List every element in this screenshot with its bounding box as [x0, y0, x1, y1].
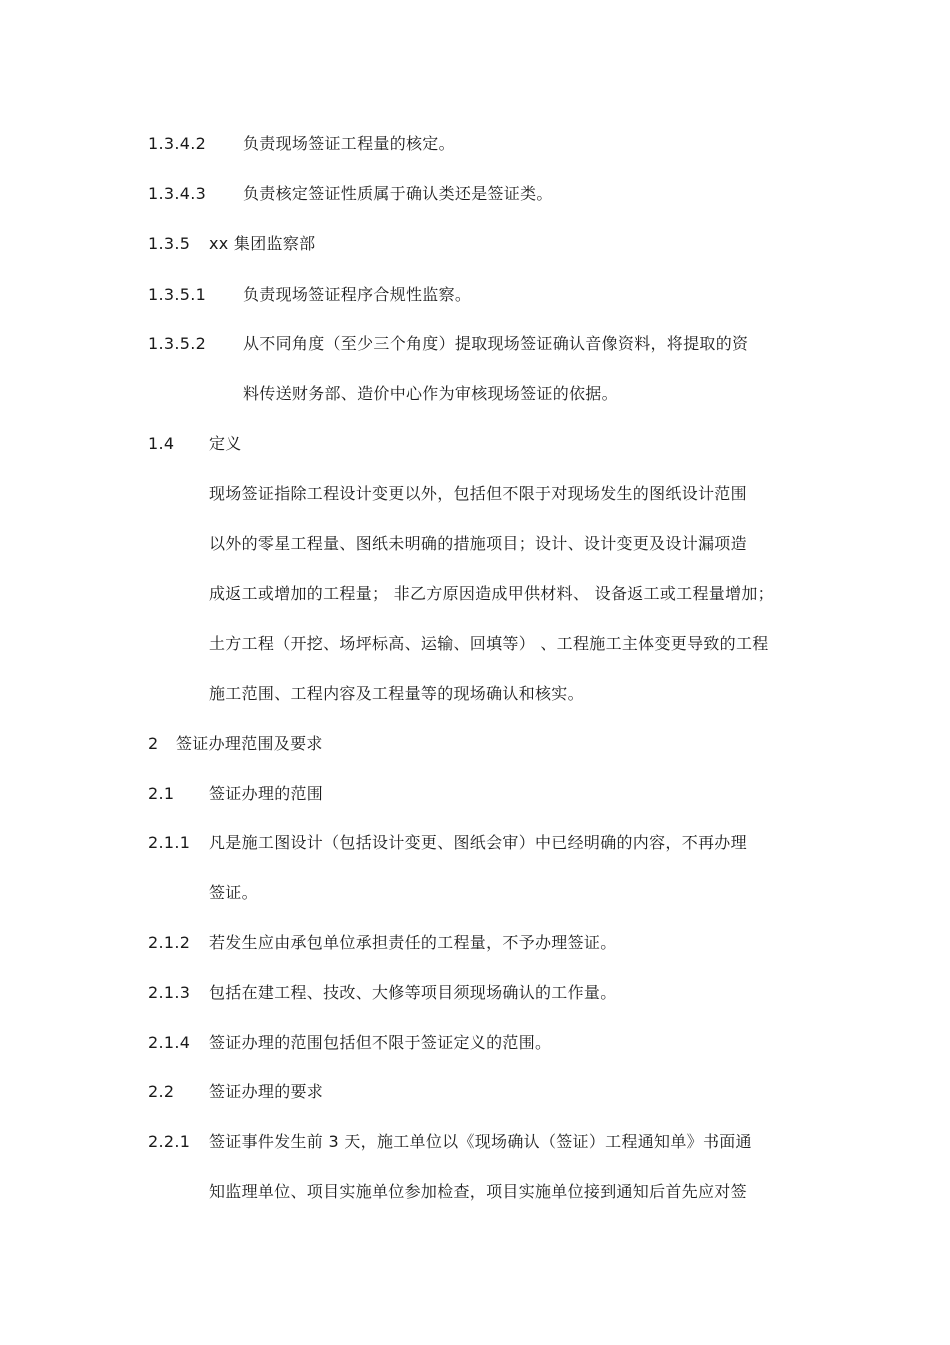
paragraph-line: 负责现场签证程序合规性监察。 — [243, 285, 472, 304]
section-heading: 签证办理范围及要求 — [176, 734, 323, 753]
paragraph-line: 现场签证指除工程设计变更以外，包括但不限于对现场发生的图纸设计范围 — [209, 484, 747, 503]
paragraph-line: 知监理单位、项目实施单位参加检查，项目实施单位接到通知后首先应对签 — [209, 1182, 747, 1201]
paragraph-line: 成返工或增加的工程量； 非乙方原因造成甲供材料、 设备返工或工程量增加； — [209, 584, 774, 603]
paragraph-line: 土方工程（开挖、场坪标高、运输、回填等） 、工程施工主体变更导致的工程 — [209, 634, 769, 653]
section-number: 1.4 — [148, 434, 175, 453]
paragraph-line: 签证。 — [209, 883, 258, 902]
paragraph-line: 签证事件发生前 3 天，施工单位以《现场确认（签证）工程通知单》书面通 — [209, 1132, 752, 1151]
section-number: 1.3.5 — [148, 234, 191, 253]
section-number: 1.3.4.2 — [148, 134, 207, 153]
section-number: 1.3.5.1 — [148, 285, 207, 304]
paragraph-line: 负责现场签证工程量的核定。 — [243, 134, 455, 153]
section-number: 2.2 — [148, 1082, 175, 1101]
section-number: 2.1.1 — [148, 833, 191, 852]
section-number: 2.1.2 — [148, 933, 191, 952]
section-number: 2 — [148, 734, 159, 753]
paragraph-line: 料传送财务部、造价中心作为审核现场签证的依据。 — [243, 384, 618, 403]
paragraph-line: 以外的零星工程量、图纸未明确的措施项目；设计、设计变更及设计漏项造 — [209, 534, 747, 553]
paragraph-line: 负责核定签证性质属于确认类还是签证类。 — [243, 184, 553, 203]
section-number: 2.1.3 — [148, 983, 191, 1002]
paragraph-line: 包括在建工程、技改、大修等项目须现场确认的工作量。 — [209, 983, 617, 1002]
section-number: 2.2.1 — [148, 1132, 191, 1151]
section-heading: 签证办理的范围 — [209, 784, 324, 803]
section-number: 1.3.5.2 — [148, 334, 207, 353]
section-heading: xx 集团监察部 — [209, 234, 316, 253]
paragraph-line: 施工范围、工程内容及工程量等的现场确认和核实。 — [209, 684, 584, 703]
section-heading: 签证办理的要求 — [209, 1082, 324, 1101]
section-number: 2.1 — [148, 784, 175, 803]
paragraph-line: 签证办理的范围包括但不限于签证定义的范围。 — [209, 1033, 552, 1052]
section-number: 2.1.4 — [148, 1033, 191, 1052]
paragraph-line: 若发生应由承包单位承担责任的工程量，不予办理签证。 — [209, 933, 617, 952]
section-heading: 定义 — [209, 434, 242, 453]
section-number: 1.3.4.3 — [148, 184, 207, 203]
paragraph-line: 凡是施工图设计（包括设计变更、图纸会审）中已经明确的内容，不再办理 — [209, 833, 747, 852]
paragraph-line: 从不同角度（至少三个角度）提取现场签证确认音像资料，将提取的资 — [243, 334, 749, 353]
